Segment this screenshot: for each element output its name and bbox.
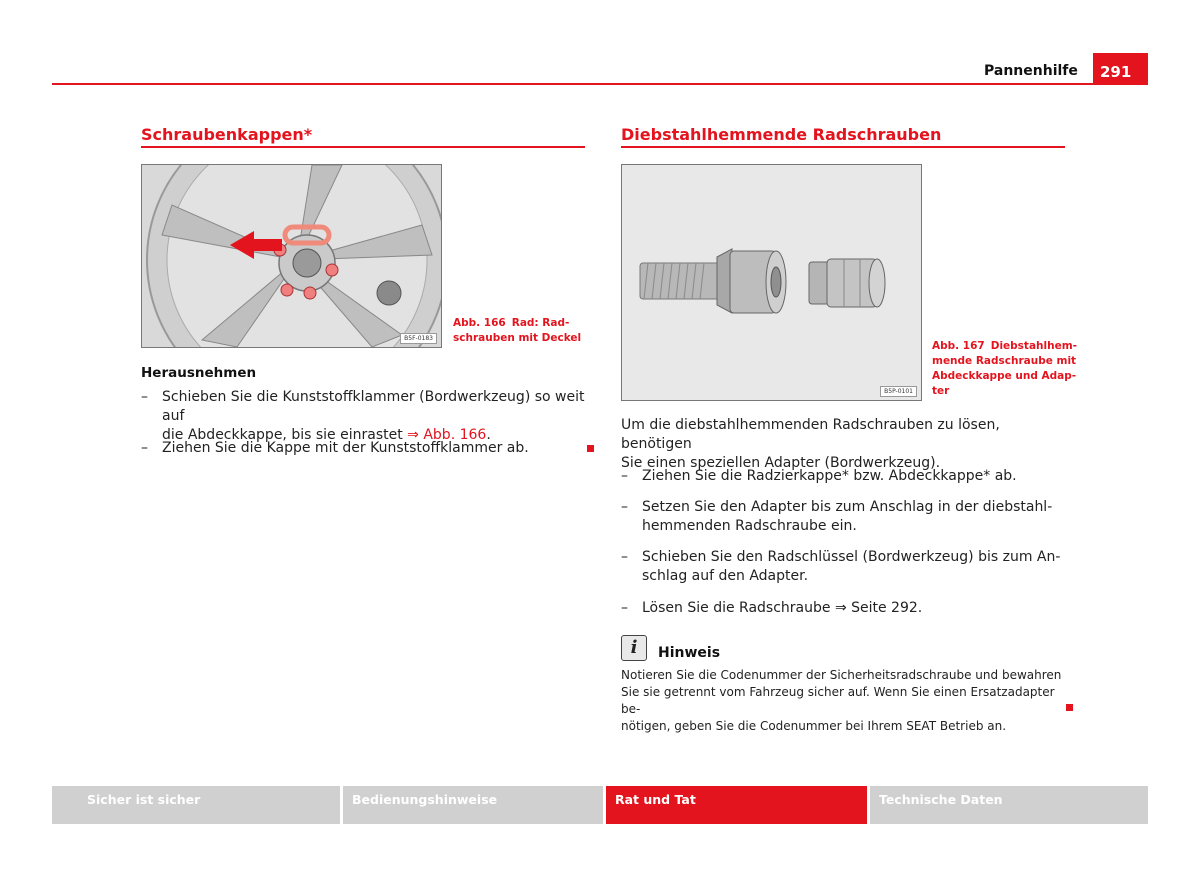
footer-tab-sicher-ist-sicher[interactable]: Sicher ist sicher xyxy=(52,786,340,824)
figure-anti-theft-bolt xyxy=(621,164,922,401)
caption-number: Abb. 166 xyxy=(453,317,506,329)
note-title: Hinweis xyxy=(658,645,721,661)
list-item xyxy=(621,599,1071,619)
intro-paragraph xyxy=(621,416,1071,473)
figure-caption-166 xyxy=(453,316,581,346)
bullet-text: Ziehen Sie die Radzierkappe* bzw. Abdeckkappe* ab. xyxy=(642,468,1017,484)
bullet-dash: – xyxy=(621,600,628,616)
subheading-herausnehmen: Herausnehmen xyxy=(141,365,257,381)
figure-code: B5F-0183 xyxy=(400,333,437,344)
figure-reference-link[interactable]: ⇒ Abb. 166 xyxy=(407,427,487,443)
bullet-dash: – xyxy=(141,440,148,456)
figure-wheel-bolt-caps xyxy=(141,164,442,348)
list-item xyxy=(621,548,1071,588)
bullet-text: hemmenden Radschraube ein. xyxy=(642,518,857,534)
bullet-text: Lösen Sie die Radschraube ⇒ Seite 292. xyxy=(642,600,923,616)
caption-text: Diebstahlhem- xyxy=(990,340,1078,352)
bullet-text: Schieben Sie den Radschlüssel (Bordwerkzeug) bis zum An- xyxy=(642,549,1061,565)
bullet-text: Schieben Sie die Kunststoffklammer (Bordwerkzeug) so weit auf xyxy=(162,389,585,424)
anti-theft-bolt-illustration xyxy=(622,165,921,400)
bullet-text: Setzen Sie den Adapter bis zum Anschlag in der diebstahl- xyxy=(642,499,1053,515)
figure-code: B5P-0101 xyxy=(880,386,917,397)
note-body xyxy=(621,667,1071,735)
note-line: Sie sie getrennt vom Fahrzeug sicher auf. Wenn Sie einen Ersatzadapter be- xyxy=(621,685,1055,716)
bullet-text: schlag auf den Adapter. xyxy=(642,568,809,584)
caption-text: schrauben mit Deckel xyxy=(453,332,582,344)
caption-text: mende Radschraube mit xyxy=(932,355,1077,367)
footer-tab-technische-daten[interactable]: Technische Daten xyxy=(870,786,1148,824)
list-item xyxy=(621,467,1071,487)
section-end-marker xyxy=(587,445,594,452)
bullet-text: . xyxy=(486,427,491,443)
bullet-dash: – xyxy=(621,499,628,515)
note-line: Notieren Sie die Codenummer der Sicherheitsradschraube und bewahren xyxy=(621,668,1062,682)
caption-number: Abb. 167 xyxy=(932,340,985,352)
bullet-text: Ziehen Sie die Kappe mit der Kunststoffklammer ab. xyxy=(162,440,529,456)
wheel-illustration xyxy=(142,165,441,347)
section-rule xyxy=(141,146,585,148)
intro-line: Sie einen speziellen Adapter (Bordwerkzeug). xyxy=(621,455,941,471)
list-item xyxy=(141,439,591,459)
caption-text: Rad: Rad- xyxy=(511,317,570,329)
section-title-schraubenkappen: Schraubenkappen* xyxy=(141,125,313,144)
section-end-marker xyxy=(1066,704,1073,711)
bullet-text: die Abdeckkappe, bis sie einrastet xyxy=(162,427,408,443)
running-header-title: Pannenhilfe xyxy=(984,63,1078,79)
caption-text: ter xyxy=(932,385,950,397)
bullet-dash: – xyxy=(621,549,628,565)
list-item xyxy=(141,388,591,443)
caption-text: Abdeckkappe und Adap- xyxy=(932,370,1077,382)
section-title-diebstahl: Diebstahlhemmende Radschrauben xyxy=(621,125,942,144)
footer-tab-bedienungshinweise[interactable]: Bedienungshinweise xyxy=(343,786,603,824)
bullet-dash: – xyxy=(621,468,628,484)
note-line: nötigen, geben Sie die Codenummer bei Ihrem SEAT Betrieb an. xyxy=(621,719,1007,733)
intro-line: Um die diebstahlhemmenden Radschrauben zu lösen, benötigen xyxy=(621,417,1000,452)
info-icon: i xyxy=(621,635,647,661)
header-rule xyxy=(52,83,1148,85)
list-item xyxy=(621,498,1071,538)
footer-tab-rat-und-tat[interactable]: Rat und Tat xyxy=(606,786,867,824)
page-number: 291 xyxy=(1093,53,1148,83)
figure-caption-167 xyxy=(932,339,1077,399)
bullet-dash: – xyxy=(141,389,148,405)
section-rule xyxy=(621,146,1065,148)
